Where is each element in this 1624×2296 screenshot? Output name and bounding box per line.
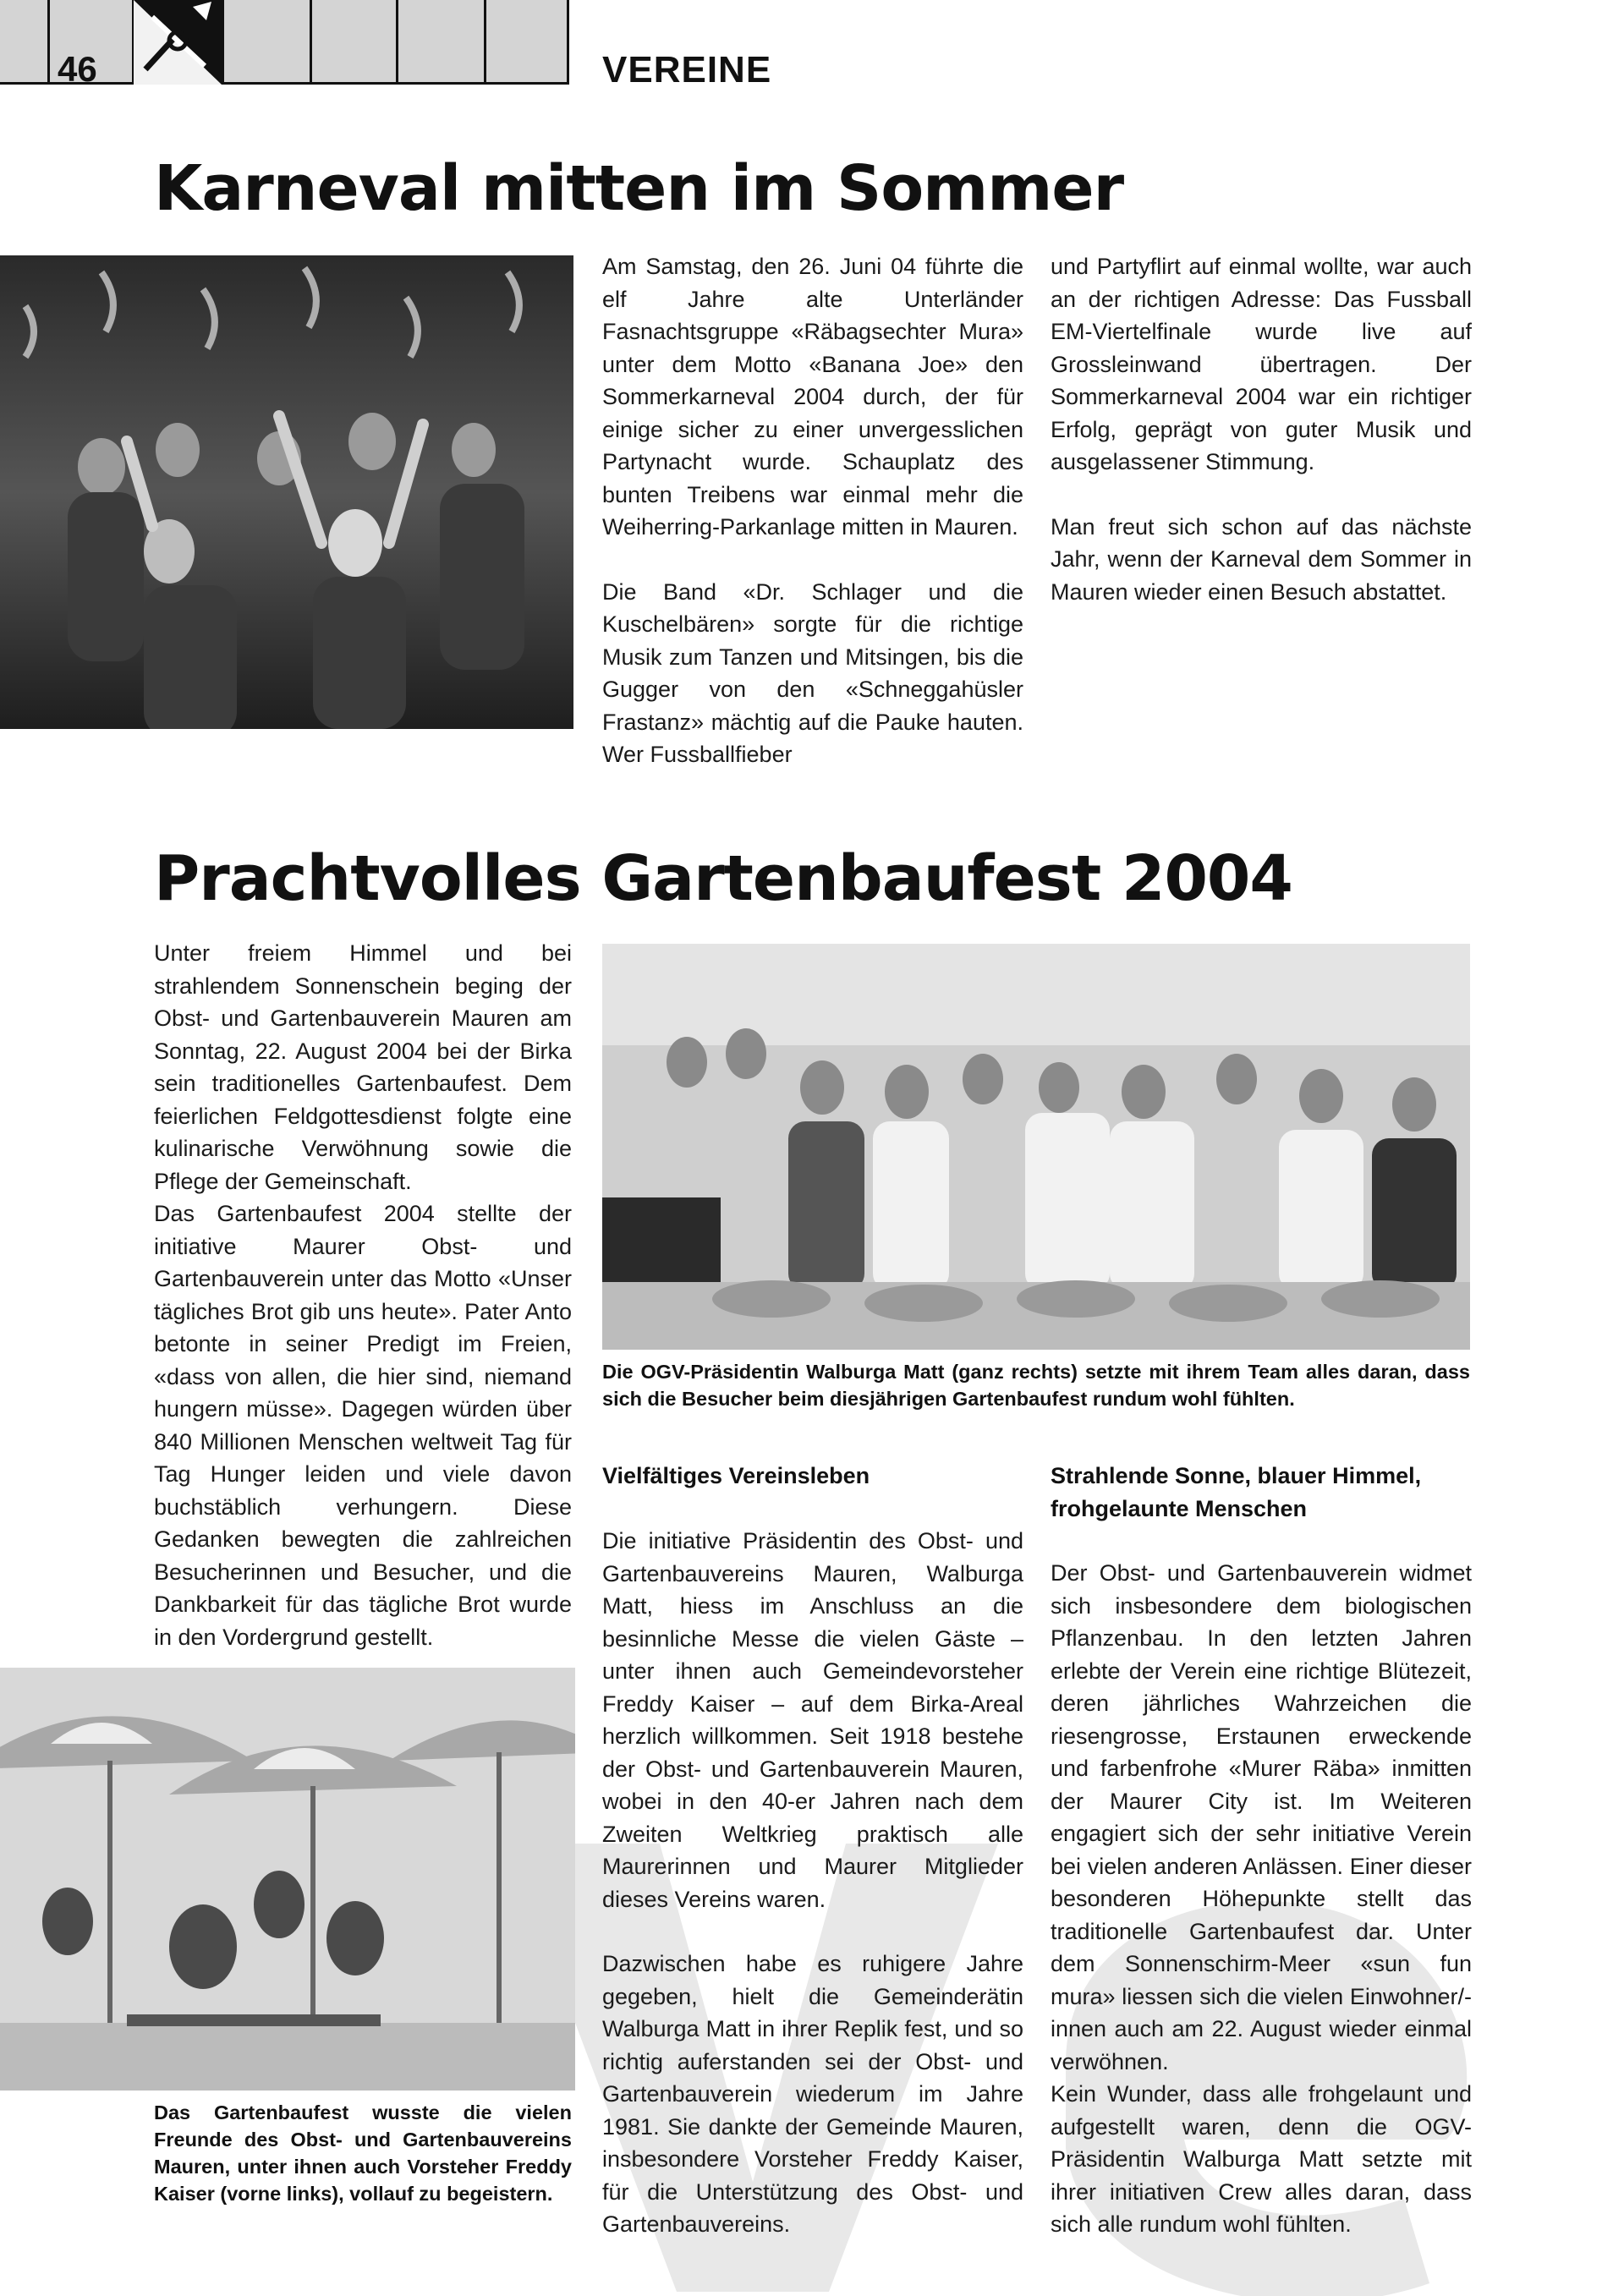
- photo-team-group: [602, 944, 1470, 1350]
- article2-column-2: [602, 1525, 1023, 2273]
- header-divider: [310, 0, 312, 85]
- photo-dancing-crowd: [0, 255, 573, 729]
- subheading: Strahlende Sonne, blauer Himmel, frohgelaunte Menschen: [1051, 1463, 1422, 1521]
- subheading: Vielfältiges Vereinsleben: [602, 1463, 870, 1488]
- paragraph: und Partyflirt auf einmal wollte, war auch an der richtigen Adresse: Das Fussball EM-Viertelfinale wurde live auf Grossleinwand übertragen. Der Sommerkarneval 2004 war ein richtiger Erfolg, geprägt von guter Musik und ausgelassener Stimmung.: [1051, 254, 1472, 474]
- paragraph: Die initiative Präsidentin des Obst- und Gartenbauvereins Mauren, Walburga Matt, hiess im Anschluss an die besinnliche Messe die vielen Gäste – unter ihnen auch Gemeindevorsteher Freddy Kaiser – auf dem Birka-Areal herzlich willkommen. Seit 1918 bestehe der Obst- und Gartenbauverein Mauren, wobei in den 40-er Jahren nach dem Zweiten Weltkrieg praktisch alle Maurerinnen und Maurer Mitglieder dieses Vereins waren.: [602, 1528, 1023, 1912]
- article-title: Karneval mitten im Sommer: [154, 152, 1124, 225]
- header-divider: [484, 0, 486, 85]
- paragraph: Die Band «Dr. Schlager und die Kuschelbären» sorgte für die richtige Musik zum Tanzen und Mitsingen, bis die Gugger von den «Schneggahüsler Frastanz» mächtig auf die Pauke hauten. Wer Fussballfieber: [602, 578, 1023, 767]
- paragraph: Das Gartenbaufest 2004 stellte der initiative Maurer Obst- und Gartenbauverein unter das Motto «Unser tägliches Brot gib uns heute». Pater Anto betonte in seiner Predigt im Freien, «dass von allen, die hier sind, niemand hungern müsse». Dagegen würden über 840 Millionen Menschen weltweit Tag für Tag Hunger leiden und viele davon buchstäblich verhungern. Diese Gedanken bewegten die zahlreichen Besucherinnen und Besucher, und die Dankbarkeit für das tägliche Brot wurde in den Vordergrund gestellt.: [154, 1201, 572, 1650]
- header-divider: [396, 0, 398, 85]
- article1-column-1: [602, 250, 1023, 803]
- article2-column-3: [1051, 1557, 1472, 2241]
- paragraph: Der Obst- und Gartenbauverein widmet sich insbesondere dem biologischen Pflanzenbau. In den letzten Jahren erlebte der Verein eine richtige Blütezeit, deren jährliches Wahrzeichen die riesengrosse, Erstaunen erweckende und farbenfrohe «Murer Räba» inmitten der Maurer City ist. Im Weiteren engagiert sich der sehr initiative Verein bei vielen anderen Anlässen. Einer dieser besonderen Höhepunkte stellt das traditionelle Gartenbaufest dar. Unter dem Sonnenschirm-Meer «sun fun mura» liessen sich die vielen Einwohner/-innen auch am 22. August wieder einmal verwöhnen.: [1051, 1560, 1472, 2074]
- article1-column-2: [1051, 250, 1472, 640]
- paragraph: Unter freiem Himmel und bei strahlendem Sonnenschein beging der Obst- und Gartenbauverein Mauren am Sonntag, 22. August 2004 bei der Birka sein traditionelles Gartenbaufest. Dem feierlichen Feldgottesdienst folgte eine kulinarische Verwöhnung sowie die Pflege der Gemeinschaft.: [154, 940, 572, 1194]
- paragraph: Am Samstag, den 26. Juni 04 führte die elf Jahre alte Unterländer Fasnachtsgruppe «Räbagsechter Mura» unter dem Motto «Banana Joe» den Sommerkarneval 2004 durch, der für einige sicher zu einer unvergesslichen Partynacht wurde. Schauplatz des bunten Treibens war einmal mehr die Weiherring-Parkanlage mitten in Mauren.: [602, 254, 1023, 540]
- paragraph: Man freut sich schon auf das nächste Jahr, wenn der Karneval dem Sommer in Mauren wieder einen Besuch abstattet.: [1051, 513, 1472, 605]
- page-number: 46: [58, 49, 97, 89]
- article-title: Prachtvolles Gartenbaufest 2004: [154, 842, 1292, 915]
- paragraph: Kein Wunder, dass alle frohgelaunt und aufgestellt waren, denn die OGV-Präsidentin Walburga Matt setzte mit ihrer initiativen Crew alles daran, dass sich alle rundum wohl fühlten.: [1051, 2081, 1472, 2237]
- header-divider: [222, 0, 224, 85]
- photo-caption: Die OGV-Präsidentin Walburga Matt (ganz rechts) setzte mit ihrem Team alles daran, dass sich die Besucher beim diesjährigen Gartenbaufest rundum wohl fühlten.: [602, 1361, 1470, 1410]
- photo-umbrellas: [0, 1668, 575, 2091]
- article2-intro: [154, 937, 572, 1653]
- photo-caption: Das Gartenbaufest wusste die vielen Freunde des Obst- und Gartenbauvereins Mauren, unter ihnen auch Vorsteher Freddy Kaiser (vorne links), vollauf zu begeistern.: [154, 2101, 572, 2205]
- header-divider: [567, 0, 569, 85]
- section-title: VEREINE: [602, 49, 772, 90]
- paragraph: Dazwischen habe es ruhigere Jahre gegeben, hielt die Gemeinderätin Walburga Matt in ihrer Replik fest, und so richtig auferstanden sei der Obst- und Gartenbauverein wiederum im Jahre 1981. Sie dankte der Gemeinde Mauren, insbesondere Vorsteher Freddy Kaiser, für die Unterstützung des Obst- und Gartenbauvereins.: [602, 1951, 1023, 2237]
- logo-icon: [134, 0, 222, 85]
- header-divider: [47, 0, 50, 85]
